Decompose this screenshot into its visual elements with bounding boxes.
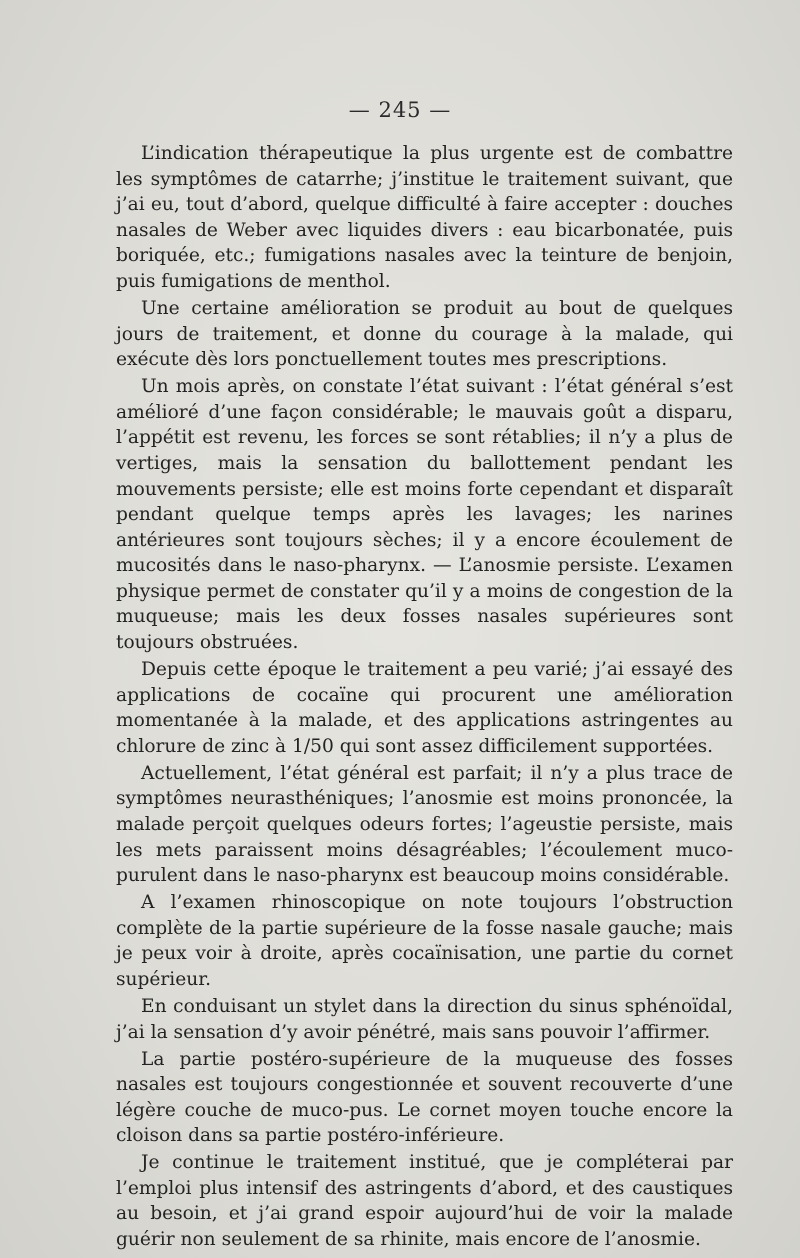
paragraph-stylet: En conduisant un stylet dans la direction du sinus sphénoïdal, j’ai la sensation d’y avoir pénétré, mais sans pouvoir l’affirmer. [116, 995, 733, 1043]
paragraph-continuation: Je continue le traitement institué, que je compléterai par l’emploi plus intensif des astringents d’abord, et des caustiques au besoin, et j’ai grand espoir aujourd’hui de voir la malade guérir non seulement de sa rhinite, mais encore de l’anosmie. [116, 1152, 733, 1251]
paragraph-treatment-indication: L’indication thérapeutique la plus urgente est de combattre les symptômes de catarrhe; j’institue le traitement suivant, que j’ai eu, tout d’abord, quelque difficulté à faire accepter : douches nasales de Weber avec liquides divers : eau bicarbonatée, puis boriquée, etc.; fumigations nasales avec la teinture de benjoin, puis fumigations de menthol. [116, 143, 733, 292]
paragraph-improvement: Une certaine amélioration se produit au bout de quelques jours de traitement, et donne du courage à la malade, qui exécute dès lors ponctuellement toutes mes prescriptions. [116, 297, 733, 371]
paragraph-one-month-later: Un mois après, on constate l’état suivant : l’état général s’est amélioré d’une façon considérable; le mauvais goût a disparu, l’appétit est revenu, les forces se sont rétablies; il n’y a plus de vertiges, mais la sensation du ballottement pendant les mouvements persiste; elle est moins forte cependant et disparaît pendant quelque temps après les lavages; les narines antérieures sont toujours sèches; il y a encore écoulement de mucosités dans le naso-pharynx. — L’anosmie persiste. L’examen physique permet de constater qu’il y a moins de congestion de la muqueuse; mais les deux fosses nasales supérieures sont toujours obstruées. [116, 376, 733, 654]
paragraph-treatment-since: Depuis cette époque le traitement a peu varié; j’ai essayé des applications de cocaïne qui procurent une amélioration momentanée à la malade, et des applications astringentes au chlorure de zinc à 1/50 qui sont assez difficilement supportées. [116, 659, 733, 757]
body-text [116, 141, 733, 1254]
paragraph-rhinoscopic-exam: A l’examen rhinoscopique on note toujours l’obstruction complète de la partie supérieure de la fosse nasale gauche; mais je peux voir à droite, après cocaïnisation, une partie du cornet supérieur. [116, 892, 733, 990]
paragraph-current-state: Actuellement, l’état général est parfait; il n’y a plus trace de symptômes neurasthéniques; l’anosmie est moins prononcée, la malade perçoit quelques odeurs fortes; l’ageustie persiste, mais les mets paraissent moins désagréables; l’écoulement muco-purulent dans le naso-pharynx est beaucoup moins considérable. [116, 762, 733, 887]
paragraph-mucosa: La partie postéro-supérieure de la muqueuse des fosses nasales est toujours congestionnée et souvent recouverte d’une légère couche de muco-pus. Le cornet moyen touche encore la cloison dans sa partie postéro-inférieure. [116, 1048, 733, 1147]
page-number: — 245 — [348, 98, 452, 122]
